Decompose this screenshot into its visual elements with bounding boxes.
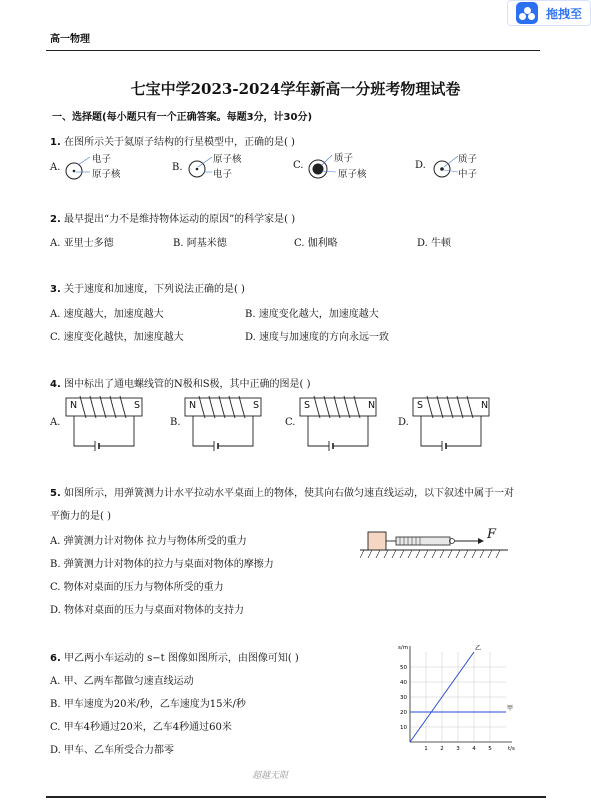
header-divider — [46, 50, 540, 51]
question-stem: 最早提出“力不是维持物体运动的原因”的科学家是( ) — [63, 214, 296, 225]
atom-option-b — [189, 157, 212, 177]
x-tick-label: 5 — [488, 746, 492, 752]
question-stem: 甲乙两小车运动的 s−t 图像如图所示，由图像可知( ) — [63, 653, 299, 664]
question-4 — [50, 375, 311, 390]
q2-option-d: D. 牛顿 — [417, 238, 452, 249]
question-2 — [50, 210, 295, 225]
x-tick-label: 3 — [456, 746, 460, 752]
solenoid-option-b — [185, 396, 261, 451]
question-stem: 在图所示关于氦原子结构的行星模型中，正确的是( ) — [63, 137, 295, 148]
solenoid-option-d — [413, 396, 489, 451]
question-number: 2. — [50, 214, 61, 225]
q1-d-label-1: 质子 — [458, 154, 478, 165]
question-stem: 如图所示，用弹簧测力计水平拉动水平桌面上的物体，使其向右做匀速直线运动，以下叙述中属于一对 — [63, 488, 514, 499]
subject-header: 高一物理 — [50, 34, 90, 45]
q5-option-c: C. 物体对桌面的压力与物体所受的重力 — [50, 582, 224, 593]
q4-b-pole-left: N — [189, 400, 197, 411]
section-heading: 一、选择题(每小题只有一个正确答案。每题3分，计30分) — [52, 112, 313, 123]
q4-a-pole-left: N — [70, 400, 78, 411]
page-title: 七宝中学2023-2024学年新高一分班考物理试卷 — [130, 80, 461, 98]
question-5 — [50, 484, 514, 499]
y-tick-label: 20 — [400, 710, 407, 716]
cloud-icon — [516, 2, 538, 24]
q1-b-label-2: 电子 — [213, 169, 233, 180]
q1-a-label-1: 电子 — [92, 154, 112, 165]
atom-option-a — [66, 157, 90, 179]
atom-option-c — [309, 155, 336, 178]
q2-option-c: C. 伽利略 — [294, 238, 338, 249]
q5-option-a: A. 弹簧测力计对物体 拉力与物体所受的重力 — [50, 536, 247, 547]
solenoid-option-c — [300, 396, 376, 451]
q4-c-pole-left: S — [304, 400, 311, 411]
question-number: 1. — [50, 137, 61, 148]
q1-b-label-1: 原子核 — [213, 154, 242, 165]
question-number: 3. — [50, 284, 61, 295]
block-object — [368, 532, 386, 550]
force-label: F — [487, 527, 497, 542]
q3-option-d: D. 速度与加速度的方向永远一致 — [245, 332, 390, 343]
q1-c-label-1: 质子 — [334, 153, 354, 164]
q1-c-label-2: 原子核 — [338, 169, 367, 180]
q4-d-pole-right: N — [481, 400, 489, 411]
q1-letter-b: B. — [172, 162, 183, 173]
x-tick-label: 2 — [440, 746, 444, 752]
q5-option-b: B. 弹簧测力计对物体的拉力与桌面对物体的摩擦力 — [50, 559, 274, 570]
q1-a-label-2: 原子核 — [92, 169, 121, 180]
question-stem: 图中标出了通电螺线管的N极和S极，其中正确的图是( ) — [63, 379, 311, 390]
atom-option-d — [434, 156, 458, 177]
arrow-icon — [478, 538, 484, 544]
q4-c-pole-right: N — [368, 400, 376, 411]
q2-option-a: A. 亚里士多德 — [50, 238, 114, 249]
q1-letter-c: C. — [293, 160, 304, 171]
q1-letter-a: A. — [50, 162, 61, 173]
x-axis-label: t/s — [508, 746, 515, 752]
question-5-line2: 平衡力的是( ) — [50, 511, 111, 522]
q6-option-d: D. 甲车、乙车所受合力都零 — [50, 745, 175, 756]
q4-letter-d: D. — [398, 417, 409, 428]
solenoid-template — [66, 396, 142, 451]
question-stem: 关于速度和加速度，下列说法正确的是( ) — [63, 284, 245, 295]
y-tick-label: 40 — [400, 680, 407, 686]
y-tick-label: 50 — [400, 665, 407, 671]
q5-option-d: D. 物体对桌面的压力与桌面对物体的支持力 — [50, 605, 245, 616]
s-t-chart — [392, 640, 522, 758]
question-number: 5. — [50, 488, 61, 499]
series-label-0: 乙 — [475, 645, 482, 652]
y-tick-label: 30 — [400, 695, 407, 701]
q3-option-a: A. 速度越大，加速度越大 — [50, 309, 164, 320]
q4-d-pole-left: S — [417, 400, 424, 411]
q4-letter-a: A. — [50, 417, 61, 428]
y-tick-label: 10 — [400, 725, 407, 731]
watermark: 超越无限 — [252, 771, 289, 781]
question-number: 4. — [50, 379, 61, 390]
q6-option-a: A. 甲、乙两车都做匀速直线运动 — [50, 676, 194, 687]
y-axis-label: s/m — [398, 645, 409, 651]
q3-option-c: C. 速度变化越快，加速度越大 — [50, 332, 184, 343]
question-3 — [50, 280, 245, 295]
x-tick-label: 4 — [472, 746, 476, 752]
q2-option-b: B. 阿基米德 — [173, 238, 227, 249]
q1-d-label-2: 中子 — [458, 169, 478, 180]
q4-letter-c: C. — [285, 417, 296, 428]
q6-option-c: C. 甲车4秒通过20米，乙车4秒通过60米 — [50, 722, 232, 733]
q6-option-b: B. 甲车速度为20米/秒，乙车速度为15米/秒 — [50, 699, 246, 710]
drag-badge-button[interactable] — [507, 0, 591, 26]
x-tick-label: 1 — [424, 746, 428, 752]
solenoid-diagrams — [40, 390, 520, 460]
q4-b-pole-right: S — [253, 400, 260, 411]
q4-a-pole-right: S — [134, 400, 141, 411]
footer-divider — [46, 796, 546, 798]
q1-letter-d: D. — [415, 160, 426, 171]
q4-letter-b: B. — [170, 417, 181, 428]
question-number: 6. — [50, 653, 61, 664]
badge-label: 拖拽至 — [546, 6, 583, 21]
q3-option-b: B. 速度变化越大，加速度越大 — [245, 309, 379, 320]
question-6 — [50, 649, 299, 664]
series-label-1: 甲 — [507, 705, 514, 712]
